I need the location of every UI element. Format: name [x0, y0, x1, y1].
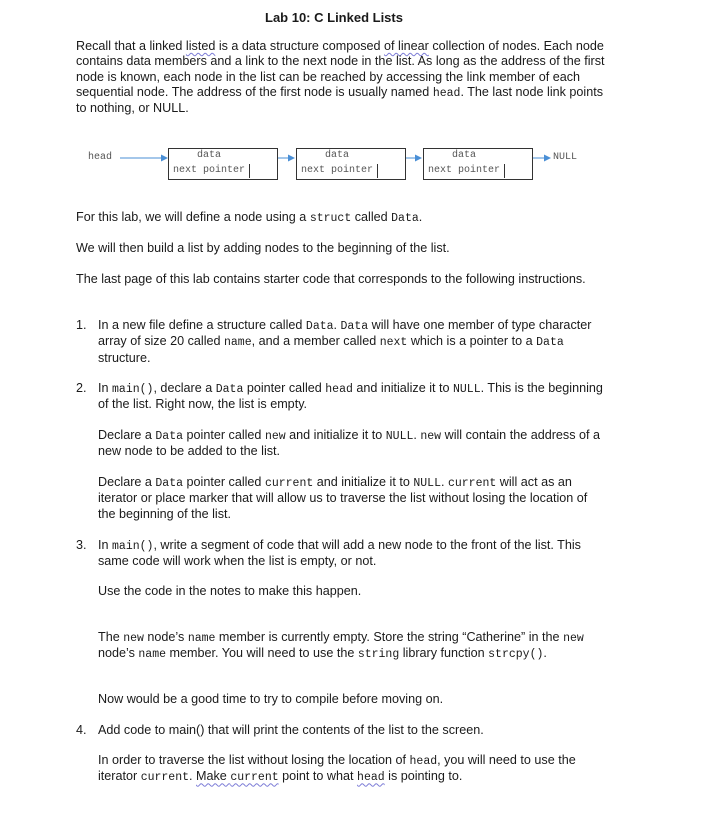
intro-paragraph: Recall that a linked listed is a data structure composed of linear collection of nodes. Each node contains data members and a link to the next node in the list. As long as the address of the first node is known, each node in the list can be reached by accessing the link member of each sequential node. The address of the first node is usually named head. The last node link points to nothing, or NULL. [76, 39, 605, 116]
node-pointer: next pointer [169, 164, 250, 178]
current-pointer-paragraph: Declare a Data pointer called current and initialize it to NULL. current will act as an iterator or place marker that will allow us to traverse the list without losing the location of the beginning of the list. [98, 475, 588, 521]
list-item: 4. Add code to main() that will print the contents of the list to the screen. [76, 723, 484, 737]
list-node [168, 148, 278, 180]
node-data: data [324, 150, 349, 161]
compile-paragraph: Now would be a good time to try to compile before moving on. [98, 692, 444, 706]
page-title: Lab 10: C Linked Lists [265, 10, 403, 25]
null-label: NULL [553, 152, 578, 163]
new-pointer-paragraph: Declare a Data pointer called new and initialize it to NULL. new will contain the address of a new node to be added to the list. [98, 428, 601, 459]
list-item: 1. In a new file define a structure called Data. Data will have one member of type character array of size 20 called name, and a member called next which is a pointer to a Data structure. [76, 318, 592, 365]
starter-paragraph: The last page of this lab contains starter code that corresponds to the following instructions. [76, 272, 586, 286]
list-item: 2. In main(), declare a Data pointer called head and initialize it to NULL. This is the beginning of the list. Right now, the list is empty. [76, 381, 603, 412]
node-pointer: next pointer [424, 164, 505, 178]
head-label: head [88, 152, 113, 163]
node-pointer: next pointer [297, 164, 378, 178]
traverse-paragraph: In order to traverse the list without losing the location of head, you will need to use the iterator current. Make current point to what head is pointing to. [98, 753, 576, 785]
build-paragraph: We will then build a list by adding nodes to the beginning of the list. [76, 241, 450, 255]
node-data: data [196, 150, 221, 161]
struct-paragraph: For this lab, we will define a node using a struct called Data. [76, 210, 423, 225]
list-item: 3. In main(), write a segment of code that will add a new node to the front of the list. This same code will work when the list is empty, or not. [76, 538, 581, 569]
list-node [296, 148, 406, 180]
linked-list-diagram [0, 140, 704, 190]
list-node [423, 148, 533, 180]
notes-paragraph: Use the code in the notes to make this happen. [98, 584, 362, 598]
node-data: data [451, 150, 476, 161]
name-member-paragraph: The new node’s name member is currently empty. Store the string “Catherine” in the new node’s name member. You will need to use the string library function strcpy(). [98, 630, 584, 662]
